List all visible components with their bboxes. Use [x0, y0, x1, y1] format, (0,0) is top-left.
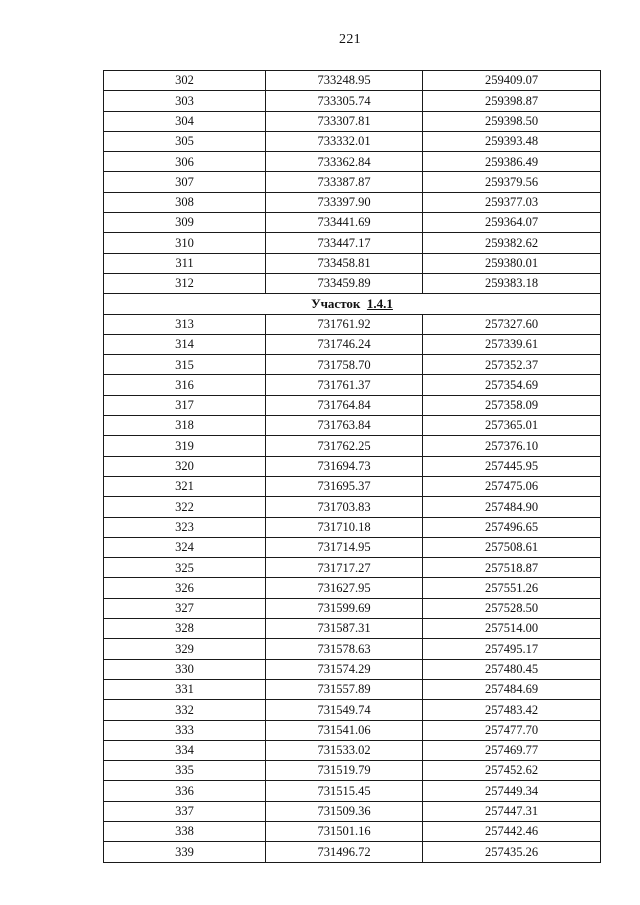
table-row [104, 395, 601, 415]
x-coordinate-cell: 731746.24 [266, 334, 423, 354]
y-coordinate-cell: 257483.42 [423, 700, 601, 720]
y-coordinate-cell: 257514.00 [423, 619, 601, 639]
point-number-cell: 325 [104, 558, 266, 578]
table-row [104, 679, 601, 699]
point-number-cell: 313 [104, 314, 266, 334]
table-row [104, 619, 601, 639]
table-row [104, 639, 601, 659]
table-row [104, 192, 601, 212]
x-coordinate-cell: 731515.45 [266, 781, 423, 801]
point-number-cell: 335 [104, 761, 266, 781]
table-row [104, 273, 601, 293]
table-row [104, 172, 601, 192]
x-coordinate-cell: 731761.92 [266, 314, 423, 334]
x-coordinate-cell: 731764.84 [266, 395, 423, 415]
x-coordinate-cell: 733447.17 [266, 233, 423, 253]
y-coordinate-cell: 257551.26 [423, 578, 601, 598]
y-coordinate-cell: 259382.62 [423, 233, 601, 253]
y-coordinate-cell: 257475.06 [423, 476, 601, 496]
table-body-before-section [104, 71, 601, 294]
table-row [104, 91, 601, 111]
y-coordinate-cell: 257484.90 [423, 497, 601, 517]
point-number-cell: 332 [104, 700, 266, 720]
y-coordinate-cell: 257352.37 [423, 355, 601, 375]
x-coordinate-cell: 731761.37 [266, 375, 423, 395]
section-body [104, 294, 601, 314]
x-coordinate-cell: 731496.72 [266, 842, 423, 862]
y-coordinate-cell: 259398.50 [423, 111, 601, 131]
table-row [104, 456, 601, 476]
y-coordinate-cell: 257480.45 [423, 659, 601, 679]
x-coordinate-cell: 731574.29 [266, 659, 423, 679]
table-row [104, 131, 601, 151]
y-coordinate-cell: 257327.60 [423, 314, 601, 334]
point-number-cell: 310 [104, 233, 266, 253]
y-coordinate-cell: 257449.34 [423, 781, 601, 801]
table-row [104, 213, 601, 233]
table-row [104, 659, 601, 679]
point-number-cell: 331 [104, 679, 266, 699]
point-number-cell: 334 [104, 740, 266, 760]
x-coordinate-cell: 731627.95 [266, 578, 423, 598]
y-coordinate-cell: 257445.95 [423, 456, 601, 476]
table-row [104, 598, 601, 618]
y-coordinate-cell: 259386.49 [423, 152, 601, 172]
y-coordinate-cell: 257496.65 [423, 517, 601, 537]
x-coordinate-cell: 731710.18 [266, 517, 423, 537]
table-row [104, 71, 601, 91]
x-coordinate-cell: 731578.63 [266, 639, 423, 659]
x-coordinate-cell: 733397.90 [266, 192, 423, 212]
y-coordinate-cell: 257442.46 [423, 821, 601, 841]
y-coordinate-cell: 257376.10 [423, 436, 601, 456]
table-row [104, 558, 601, 578]
table-row [104, 842, 601, 862]
point-number-cell: 339 [104, 842, 266, 862]
point-number-cell: 327 [104, 598, 266, 618]
point-number-cell: 316 [104, 375, 266, 395]
point-number-cell: 320 [104, 456, 266, 476]
x-coordinate-cell: 731762.25 [266, 436, 423, 456]
y-coordinate-cell: 257518.87 [423, 558, 601, 578]
y-coordinate-cell: 257508.61 [423, 537, 601, 557]
x-coordinate-cell: 731509.36 [266, 801, 423, 821]
y-coordinate-cell: 257495.17 [423, 639, 601, 659]
point-number-cell: 315 [104, 355, 266, 375]
y-coordinate-cell: 259377.03 [423, 192, 601, 212]
y-coordinate-cell: 257358.09 [423, 395, 601, 415]
x-coordinate-cell: 731599.69 [266, 598, 423, 618]
page-number: 221 [339, 32, 361, 47]
table-row [104, 314, 601, 334]
x-coordinate-cell: 733332.01 [266, 131, 423, 151]
y-coordinate-cell: 259398.87 [423, 91, 601, 111]
table-row [104, 111, 601, 131]
y-coordinate-cell: 259379.56 [423, 172, 601, 192]
x-coordinate-cell: 731694.73 [266, 456, 423, 476]
section-code: 1.4.1 [366, 296, 393, 312]
y-coordinate-cell: 257339.61 [423, 334, 601, 354]
y-coordinate-cell: 259383.18 [423, 273, 601, 293]
section-label: Участок [311, 296, 361, 312]
x-coordinate-cell: 731533.02 [266, 740, 423, 760]
y-coordinate-cell: 259380.01 [423, 253, 601, 273]
table-row [104, 781, 601, 801]
table-row [104, 436, 601, 456]
table-row [104, 761, 601, 781]
x-coordinate-cell: 731541.06 [266, 720, 423, 740]
table-row [104, 416, 601, 436]
point-number-cell: 333 [104, 720, 266, 740]
table-row [104, 497, 601, 517]
point-number-cell: 302 [104, 71, 266, 91]
point-number-cell: 317 [104, 395, 266, 415]
x-coordinate-cell: 733305.74 [266, 91, 423, 111]
y-coordinate-cell: 257477.70 [423, 720, 601, 740]
table-row [104, 375, 601, 395]
x-coordinate-cell: 731519.79 [266, 761, 423, 781]
x-coordinate-cell: 731501.16 [266, 821, 423, 841]
y-coordinate-cell: 259393.48 [423, 131, 601, 151]
section-header-cell [104, 294, 601, 314]
point-number-cell: 323 [104, 517, 266, 537]
table-row [104, 517, 601, 537]
point-number-cell: 330 [104, 659, 266, 679]
x-coordinate-cell: 731717.27 [266, 558, 423, 578]
point-number-cell: 318 [104, 416, 266, 436]
point-number-cell: 336 [104, 781, 266, 801]
table-row [104, 253, 601, 273]
point-number-cell: 326 [104, 578, 266, 598]
table-row [104, 700, 601, 720]
y-coordinate-cell: 257484.69 [423, 679, 601, 699]
point-number-cell: 305 [104, 131, 266, 151]
y-coordinate-cell: 257452.62 [423, 761, 601, 781]
point-number-cell: 307 [104, 172, 266, 192]
x-coordinate-cell: 733307.81 [266, 111, 423, 131]
table-row [104, 740, 601, 760]
coordinates-table [103, 70, 601, 863]
x-coordinate-cell: 733441.69 [266, 213, 423, 233]
table-row [104, 537, 601, 557]
table-row [104, 801, 601, 821]
x-coordinate-cell: 731587.31 [266, 619, 423, 639]
y-coordinate-cell: 259364.07 [423, 213, 601, 233]
x-coordinate-cell: 731549.74 [266, 700, 423, 720]
point-number-cell: 303 [104, 91, 266, 111]
point-number-cell: 308 [104, 192, 266, 212]
x-coordinate-cell: 731703.83 [266, 497, 423, 517]
x-coordinate-cell: 731695.37 [266, 476, 423, 496]
point-number-cell: 324 [104, 537, 266, 557]
table-row [104, 334, 601, 354]
table-row [104, 355, 601, 375]
x-coordinate-cell: 731763.84 [266, 416, 423, 436]
x-coordinate-cell: 731714.95 [266, 537, 423, 557]
point-number-cell: 304 [104, 111, 266, 131]
x-coordinate-cell: 733362.84 [266, 152, 423, 172]
y-coordinate-cell: 257447.31 [423, 801, 601, 821]
point-number-cell: 319 [104, 436, 266, 456]
point-number-cell: 329 [104, 639, 266, 659]
point-number-cell: 322 [104, 497, 266, 517]
x-coordinate-cell: 733387.87 [266, 172, 423, 192]
y-coordinate-cell: 259409.07 [423, 71, 601, 91]
table-row [104, 720, 601, 740]
x-coordinate-cell: 731758.70 [266, 355, 423, 375]
point-number-cell: 311 [104, 253, 266, 273]
table-row [104, 821, 601, 841]
point-number-cell: 314 [104, 334, 266, 354]
table-row [104, 233, 601, 253]
point-number-cell: 309 [104, 213, 266, 233]
y-coordinate-cell: 257365.01 [423, 416, 601, 436]
y-coordinate-cell: 257528.50 [423, 598, 601, 618]
table-body-after-section [104, 314, 601, 862]
x-coordinate-cell: 733459.89 [266, 273, 423, 293]
x-coordinate-cell: 733248.95 [266, 71, 423, 91]
y-coordinate-cell: 257435.26 [423, 842, 601, 862]
point-number-cell: 312 [104, 273, 266, 293]
point-number-cell: 337 [104, 801, 266, 821]
section-header-row [104, 294, 601, 314]
y-coordinate-cell: 257469.77 [423, 740, 601, 760]
x-coordinate-cell: 731557.89 [266, 679, 423, 699]
point-number-cell: 328 [104, 619, 266, 639]
y-coordinate-cell: 257354.69 [423, 375, 601, 395]
point-number-cell: 321 [104, 476, 266, 496]
table-row [104, 476, 601, 496]
point-number-cell: 338 [104, 821, 266, 841]
table-row [104, 578, 601, 598]
table-row [104, 152, 601, 172]
point-number-cell: 306 [104, 152, 266, 172]
x-coordinate-cell: 733458.81 [266, 253, 423, 273]
